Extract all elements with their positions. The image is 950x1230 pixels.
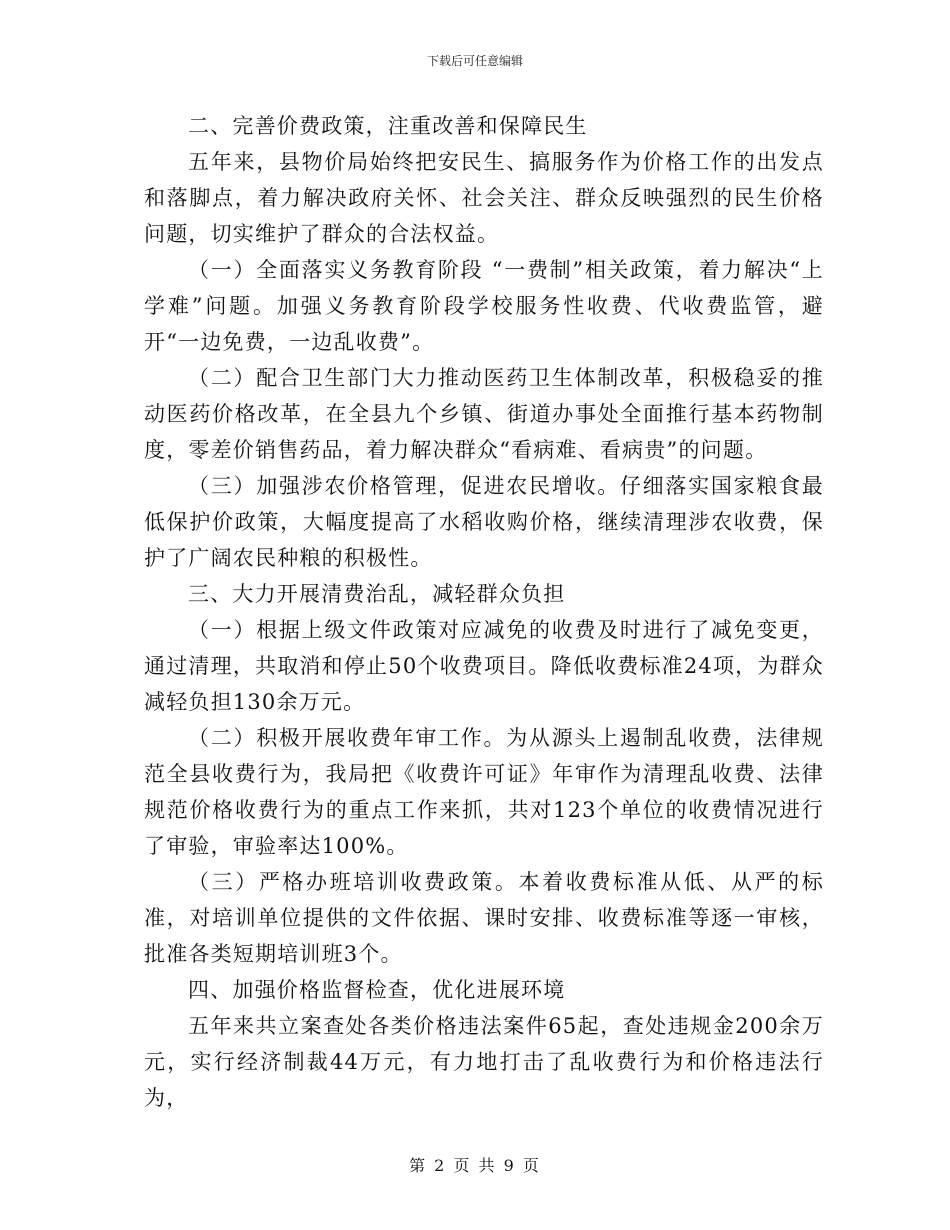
paragraph: 五年来共立案查处各类价格违法案件65起，查处违规金200余万元，实行经济制裁44万元，有力地打击了乱收费行为和价格违法行为， bbox=[144, 1014, 824, 1110]
subsection-paragraph: （一）根据上级文件政策对应减免的收费及时进行了减免变更，通过清理，共取消和停止50个收费项目。降低收费标准24项，为群众减轻负担130余万元。 bbox=[144, 618, 824, 714]
section-heading-4: 四、加强价格监督检查，优化进展环境 bbox=[188, 978, 566, 1002]
paragraph: 五年来，县物价局始终把安民生、搞服务作为价格工作的出发点和落脚点，着力解决政府关怀、社会关注、群众反映强烈的民生价格问题，切实维护了群众的合法权益。 bbox=[144, 150, 824, 246]
subsection-paragraph: （三）严格办班培训收费政策。本着收费标准从低、从严的标准，对培训单位提供的文件依据、课时安排、收费标准等逐一审核，批准各类短期培训班3个。 bbox=[144, 870, 824, 966]
section-heading-2: 二、完善价费政策，注重改善和保障民生 bbox=[188, 114, 588, 138]
document-body bbox=[144, 108, 824, 1116]
subsection-paragraph: （三）加强涉农价格管理，促进农民增收。仔细落实国家粮食最低保护价政策，大幅度提高了水稻收购价格，继续清理涉农收费，保护了广阔农民种粮的积极性。 bbox=[144, 474, 824, 570]
subsection-paragraph: （一）全面落实义务教育阶段 “一费制”相关政策，着力解决“上学难”问题。加强义务教育阶段学校服务性收费、代收费监管，避开“一边免费，一边乱收费”。 bbox=[144, 258, 824, 354]
page-header: 下载后可任意编辑 bbox=[426, 54, 523, 68]
section-heading-3: 三、大力开展清费治乱，减轻群众负担 bbox=[188, 582, 566, 606]
subsection-paragraph: （二）配合卫生部门大力推动医药卫生体制改革，积极稳妥的推动医药价格改革，在全县九个乡镇、街道办事处全面推行基本药物制度，零差价销售药品，着力解决群众“看病难、看病贵”的问题。 bbox=[144, 366, 824, 462]
page-number-footer: 第 2 页 共 9 页 bbox=[409, 1156, 541, 1175]
subsection-paragraph: （二）积极开展收费年审工作。为从源头上遏制乱收费，法律规范全县收费行为，我局把《收费许可证》年审作为清理乱收费、法律规范价格收费行为的重点工作来抓，共对123个单位的收费情况进行了审验，审验率达100%。 bbox=[144, 726, 824, 858]
